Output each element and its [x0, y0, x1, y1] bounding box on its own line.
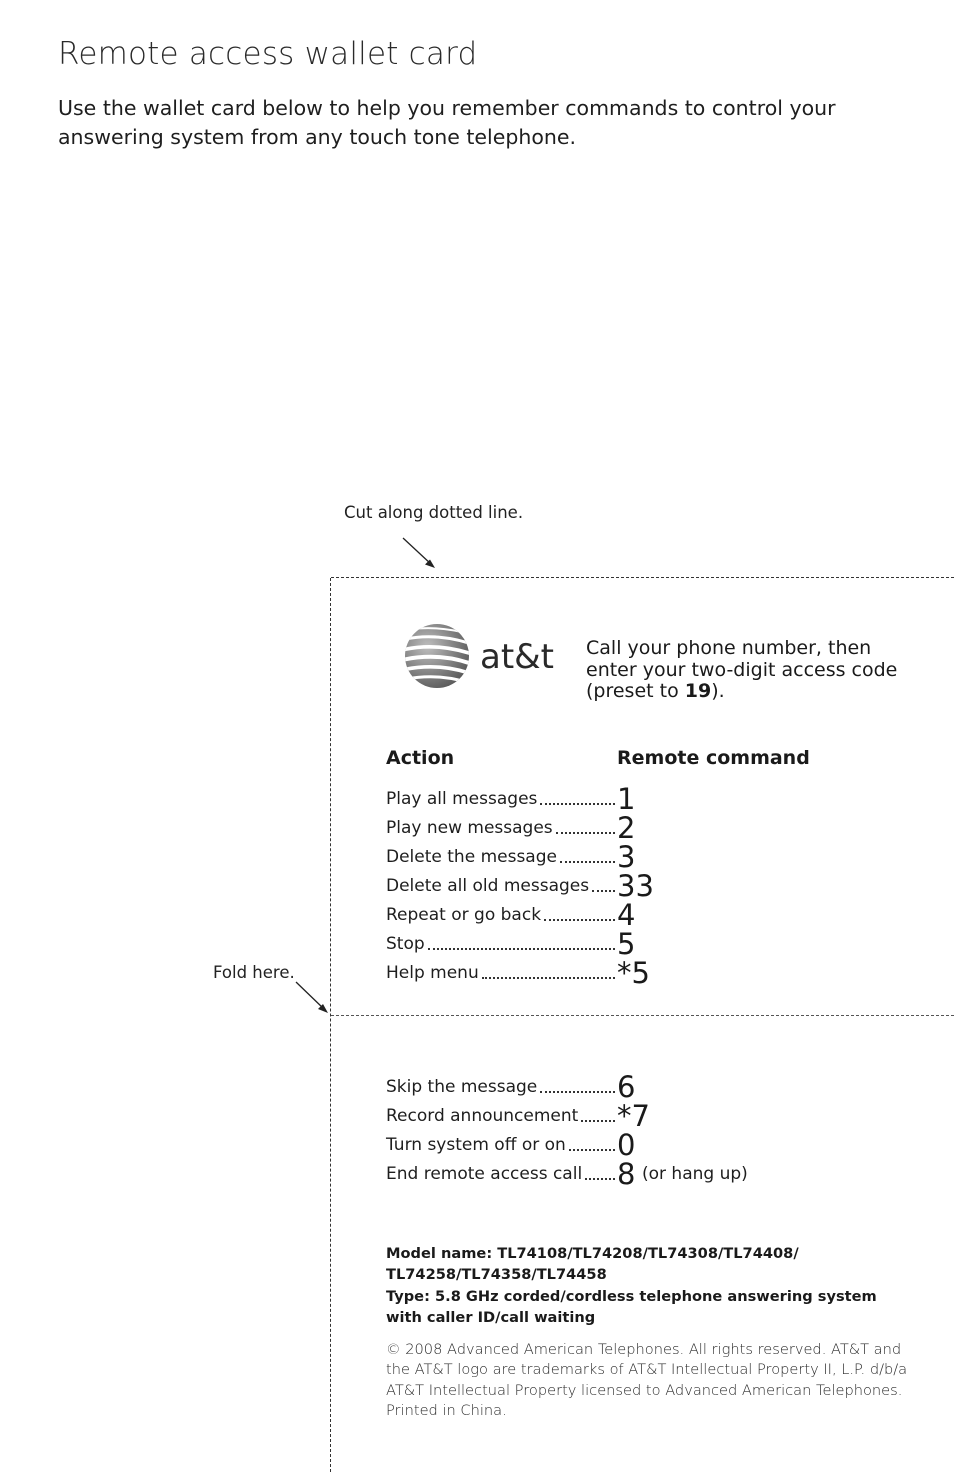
- row-command: 1: [617, 782, 636, 816]
- access-code: 19: [684, 680, 712, 702]
- row-action: Delete the message: [386, 847, 557, 867]
- cut-note: Cut along dotted line.: [344, 503, 524, 522]
- command-row: [386, 782, 806, 816]
- row-extra-note: (or hang up): [642, 1164, 748, 1184]
- row-command: 5: [617, 927, 636, 961]
- row-command: *7: [617, 1099, 650, 1133]
- logo-wordmark: at&t: [480, 637, 554, 677]
- row-command: 0: [617, 1128, 636, 1162]
- row-action: Stop: [386, 934, 425, 954]
- command-row: [386, 1099, 806, 1133]
- command-row: [386, 927, 806, 961]
- row-action: Repeat or go back: [386, 905, 542, 925]
- command-row: [386, 1070, 806, 1104]
- model-info: [386, 1243, 906, 1328]
- row-action: Delete all old messages: [386, 876, 590, 896]
- header-action: Action: [386, 747, 455, 769]
- row-action: Skip the message: [386, 1077, 538, 1097]
- page-title: Remote access wallet card: [58, 36, 478, 72]
- row-command: 4: [617, 898, 636, 932]
- fold-line: [331, 1015, 954, 1016]
- row-command: *5: [617, 956, 650, 990]
- intro-text: Use the wallet card below to help you remember commands to control your answering system from any touch tone telephone.: [58, 96, 836, 149]
- att-globe-icon: [404, 622, 554, 690]
- copyright-text: © 2008 Advanced American Telephones. All rights reserved. AT&T and the AT&T logo are trademarks of AT&T Intellectual Property II, L.P. d/b/a AT&T Intellectual Property licensed to Advanced American Telephones. Printed in China.: [386, 1341, 908, 1419]
- cut-line-left: [330, 578, 331, 1472]
- att-logo: [404, 622, 554, 690]
- command-row: [386, 1157, 806, 1191]
- fold-note: Fold here.: [213, 963, 295, 982]
- row-command: 8: [617, 1157, 636, 1191]
- command-row: [386, 811, 806, 845]
- row-command: 3: [617, 840, 636, 874]
- command-row: [386, 840, 806, 874]
- command-row: [386, 956, 806, 990]
- model-type: Type: 5.8 GHz corded/cordless telephone answering system with caller ID/call waiting: [386, 1287, 877, 1326]
- command-row: [386, 1128, 806, 1162]
- cut-arrow-icon: [398, 534, 442, 572]
- header-remote-command: Remote command: [617, 747, 810, 769]
- fold-arrow-icon: [292, 978, 334, 1018]
- row-action: Help menu: [386, 963, 479, 983]
- access-instructions: Call your phone number, then enter your two-digit access code (preset to 19).: [586, 637, 898, 702]
- row-action: Play all messages: [386, 789, 538, 809]
- command-row: [386, 898, 806, 932]
- row-action: Record announcement: [386, 1106, 579, 1126]
- row-action: Turn system off or on: [386, 1135, 566, 1155]
- row-command: 2: [617, 811, 636, 845]
- model-name: Model name: TL74108/TL74208/TL74308/TL74408/ TL74258/TL74358/TL74458: [386, 1245, 799, 1284]
- row-command: 33: [617, 869, 654, 903]
- row-command: 6: [617, 1070, 636, 1104]
- cut-line-top: [331, 577, 954, 578]
- command-row: [386, 869, 806, 903]
- row-action: End remote access call: [386, 1164, 583, 1184]
- row-action: Play new messages: [386, 818, 553, 838]
